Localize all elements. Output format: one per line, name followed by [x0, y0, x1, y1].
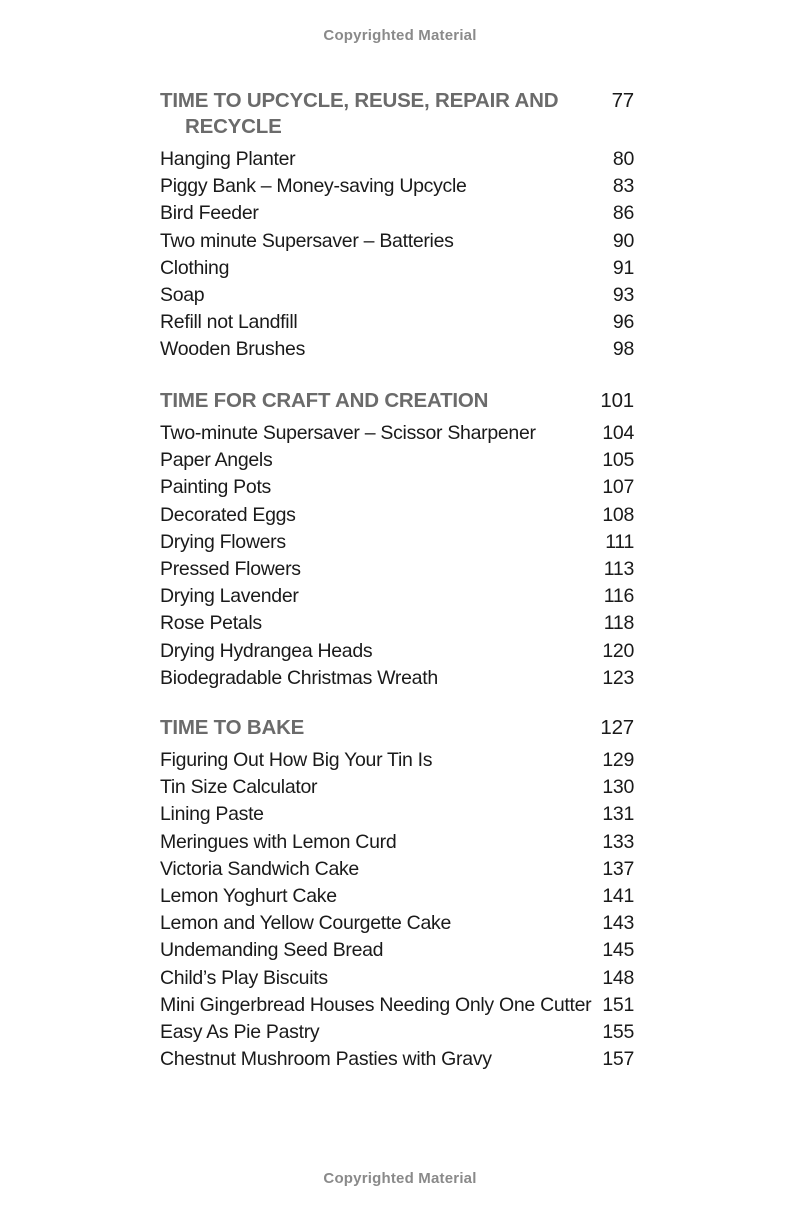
entry-title: Victoria Sandwich Cake — [160, 857, 359, 880]
toc-entry — [160, 910, 634, 937]
toc-entry — [160, 1046, 634, 1073]
section-page-number: 101 — [600, 389, 634, 412]
toc-entry — [160, 336, 634, 363]
entry-page-number: 155 — [602, 1020, 634, 1043]
entry-page-number: 113 — [603, 557, 634, 580]
toc-section-bake — [160, 715, 634, 1073]
toc-entry — [160, 965, 634, 992]
toc-entry — [160, 747, 634, 774]
section-header — [160, 715, 634, 741]
entry-page-number: 143 — [602, 912, 634, 935]
toc-entry — [160, 856, 634, 883]
entry-page-number: 148 — [602, 966, 634, 989]
toc-entry — [160, 228, 634, 255]
toc-entry — [160, 610, 634, 637]
entry-page-number: 137 — [602, 857, 634, 880]
toc-entry — [160, 502, 634, 529]
entry-page-number: 129 — [602, 749, 634, 771]
entry-title: Refill not Landfill — [160, 311, 298, 334]
entry-title: Meringues with Lemon Curd — [160, 830, 397, 853]
entry-page-number: 116 — [603, 585, 634, 608]
entry-page-number: 133 — [602, 830, 634, 853]
entry-title: Two minute Supersaver – Batteries — [160, 229, 454, 252]
entry-title: Painting Pots — [160, 476, 272, 499]
toc-section-upcycle — [160, 88, 634, 364]
toc-entry — [160, 774, 634, 801]
toc-entry — [160, 665, 634, 692]
toc-entry — [160, 638, 634, 665]
section-title: TIME TO BAKE — [160, 716, 305, 739]
toc-entry — [160, 583, 634, 610]
toc-entry — [160, 556, 634, 583]
toc-entry — [160, 447, 634, 474]
entry-title: Chestnut Mushroom Pasties with Gravy — [160, 1048, 492, 1071]
entry-page-number: 141 — [602, 884, 634, 907]
entry-page-number: 105 — [602, 449, 634, 472]
toc-entry — [160, 282, 634, 309]
toc-entry — [160, 420, 634, 447]
toc-entry — [160, 173, 634, 200]
entry-title: Decorated Eggs — [160, 503, 296, 526]
entry-title: Tin Size Calculator — [160, 776, 318, 799]
entry-title: Undemanding Seed Bread — [160, 939, 384, 962]
entry-title: Clothing — [160, 256, 230, 279]
toc-section-craft — [160, 388, 634, 692]
toc-entry — [160, 829, 634, 856]
entry-page-number: 98 — [612, 338, 634, 361]
toc-entry — [160, 146, 634, 173]
entry-title: Easy As Pie Pastry — [160, 1020, 320, 1043]
entry-title: Drying Flowers — [160, 530, 286, 553]
entry-page-number: 151 — [602, 993, 634, 1016]
entry-page-number: 123 — [602, 666, 634, 689]
entry-title: Two-minute Supersaver – Scissor Sharpener — [160, 422, 536, 444]
entry-page-number: 91 — [612, 256, 634, 279]
toc-entry — [160, 1019, 634, 1046]
toc-entry — [160, 474, 634, 501]
entry-page-number: 131 — [602, 803, 634, 826]
entry-page-number: 96 — [612, 311, 634, 334]
entry-title: Biodegradable Christmas Wreath — [160, 666, 438, 689]
entry-title: Drying Hydrangea Heads — [160, 639, 373, 662]
entry-page-number: 157 — [602, 1048, 634, 1071]
toc-entry — [160, 255, 634, 282]
toc-entry — [160, 883, 634, 910]
entry-page-number: 120 — [602, 639, 634, 662]
entry-title: Lining Paste — [160, 803, 264, 826]
entry-page-number: 118 — [603, 612, 634, 635]
entry-page-number: 104 — [602, 422, 634, 444]
entry-page-number: 86 — [612, 202, 634, 225]
entry-title: Soap — [160, 283, 205, 306]
entry-list — [160, 747, 634, 1073]
toc-entry — [160, 937, 634, 964]
entry-page-number: 130 — [602, 776, 634, 799]
entry-page-number: 108 — [602, 503, 634, 526]
entry-page-number: 107 — [602, 476, 634, 499]
entry-title: Paper Angels — [160, 449, 273, 472]
entry-title: Lemon Yoghurt Cake — [160, 884, 337, 907]
entry-title: Bird Feeder — [160, 202, 259, 225]
entry-title: Child’s Play Biscuits — [160, 966, 328, 989]
toc-entry — [160, 309, 634, 336]
copyright-footer: Copyrighted Material — [323, 1170, 477, 1187]
entry-page-number: 145 — [602, 939, 634, 962]
toc-entry — [160, 200, 634, 227]
section-title: TIME TO UPCYCLE, REUSE, REPAIR AND RECYCLE — [160, 89, 559, 138]
entry-title: Piggy Bank – Money-saving Upcycle — [160, 175, 467, 198]
entry-page-number: 80 — [612, 148, 634, 170]
entry-title: Wooden Brushes — [160, 338, 306, 361]
section-page-number: 77 — [611, 89, 634, 112]
toc-entry — [160, 801, 634, 828]
entry-page-number: 111 — [605, 530, 634, 553]
toc-entry — [160, 992, 634, 1019]
section-page-number: 127 — [600, 716, 634, 739]
entry-title: Lemon and Yellow Courgette Cake — [160, 912, 451, 935]
entry-title: Hanging Planter — [160, 148, 296, 170]
entry-list — [160, 420, 634, 692]
entry-title: Rose Petals — [160, 612, 262, 635]
copyright-header: Copyrighted Material — [323, 27, 477, 44]
entry-title: Drying Lavender — [160, 585, 299, 608]
entry-title: Pressed Flowers — [160, 557, 301, 580]
entry-page-number: 83 — [612, 175, 634, 198]
entry-page-number: 93 — [612, 283, 634, 306]
toc-entry — [160, 529, 634, 556]
section-title: TIME FOR CRAFT AND CREATION — [160, 389, 489, 412]
section-header — [160, 88, 634, 140]
entry-page-number: 90 — [612, 229, 634, 252]
section-header — [160, 388, 634, 414]
entry-list — [160, 146, 634, 364]
entry-title: Figuring Out How Big Your Tin Is — [160, 749, 433, 771]
entry-title: Mini Gingerbread Houses Needing Only One Cutter — [160, 993, 592, 1016]
